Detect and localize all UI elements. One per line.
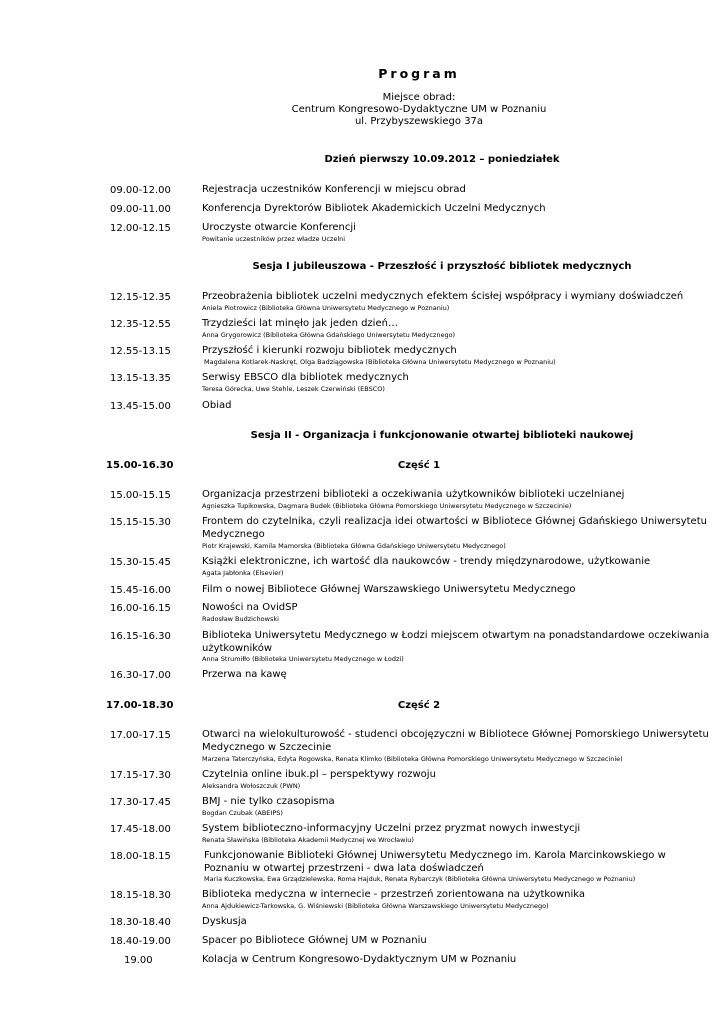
item-time: 18.30-18.40 [110,917,171,928]
session-2-heading: Sesja II - Organizacja i funkcjonowanie otwartej biblioteki naukowej [250,430,634,441]
item-speakers: Marzena Taterczyńska, Edyta Rogowska, Renata Klimko (Biblioteka Główna Pomorskiego Uniwersytetu Medycznego w Szczecinie) [202,755,623,763]
item-time: 15.15-15.30 [110,517,171,528]
item-title: Uroczyste otwarcie Konferencji [202,222,356,233]
item-title-cont: użytkowników [202,643,273,654]
venue-name: Centrum Kongresowo-Dydaktyczne UM w Poznaniu [291,104,547,115]
part-2-label: Część 2 [397,700,441,711]
item-speakers: Aniela Piotrowicz (Biblioteka Główna Uniwersytetu Medycznego w Poznaniu) [202,304,450,312]
item-speakers: Teresa Górecka, Uwe Stehle, Leszek Czerwiński (EBSCO) [202,385,385,393]
item-title: Film o nowej Bibliotece Głównej Warszawskiego Uniwersytetu Medycznego [202,584,576,595]
item-speakers: Powitanie uczestników przez władze Uczelni [202,235,346,243]
item-time: 15.30-15.45 [110,557,171,568]
item-speakers: Piotr Krajewski, Kamila Mamorska (Biblioteka Główna Gdańskiego Uniwersytetu Medycznego) [202,542,506,550]
item-time: 13.45-15.00 [110,401,171,412]
item-time: 12.15-12.35 [110,292,171,303]
item-time: 16.30-17.00 [110,670,171,681]
item-time: 18.00-18.15 [110,851,171,862]
part-2-time: 17.00-18.30 [106,700,174,711]
item-time: 12.00-12.15 [110,223,171,234]
item-title: Obiad [202,400,232,411]
item-title-cont: Poznaniu w otwartej przestrzeni - dwa lata doświadczeń [204,863,484,874]
item-speakers: Aleksandra Wołoszczuk (PWN) [202,782,301,790]
item-speakers: Agata Jabłonka (Elsevier) [202,569,284,577]
item-title: System biblioteczno-informacyjny Uczelni przez pryzmat nowych inwestycji [202,823,581,834]
item-time: 12.35-12.55 [110,319,171,330]
item-title: Kolacja w Centrum Kongresowo-Dydaktycznym UM w Poznaniu [202,954,517,965]
item-title: Rejestracja uczestników Konferencji w miejscu obrad [202,184,466,195]
item-time: 15.00-15.15 [110,490,171,501]
item-time: 16.00-16.15 [110,603,171,614]
part-1-time: 15.00-16.30 [106,460,174,471]
item-time: 09.00-11.00 [110,204,171,215]
item-speakers: Radosław Budzichowski [202,615,279,623]
item-title: Książki elektroniczne, ich wartość dla naukowców - trendy międzynarodowe, użytkowanie [202,556,651,567]
item-title: Dyskusja [202,916,247,927]
item-time: 17.45-18.00 [110,824,171,835]
item-time: 17.15-17.30 [110,770,171,781]
item-title: Funkcjonowanie Biblioteki Głównej Uniwersytetu Medycznego im. Karola Marcinkowskiego w [204,850,666,861]
item-title: Przeobrażenia bibliotek uczelni medycznych efektem ścisłej współpracy i wymiany doświadczeń [202,291,684,302]
item-title: Trzydzieści lat minęło jak jeden dzień… [202,318,398,329]
item-speakers: Agnieszka Tupikowska, Dagmara Budek (Biblioteka Główna Pomorskiego Uniwersytetu Medycznego w Szczecinie) [202,502,572,510]
item-speakers: Anna Strumiłło (Biblioteka Uniwersytetu Medycznego w Łodzi) [202,655,404,663]
item-title: Przerwa na kawę [202,669,287,680]
item-title-cont: Medycznego w Szczecinie [202,742,332,753]
item-time: 16.15-16.30 [110,631,171,642]
item-title: Przyszłość i kierunki rozwoju bibliotek medycznych [202,345,457,356]
item-title: Spacer po Bibliotece Głównej UM w Poznaniu [202,935,427,946]
item-title: Nowości na OvidSP [202,602,298,613]
item-time: 13.15-13.35 [110,373,171,384]
part-1-label: Część 1 [397,460,441,471]
item-speakers: Bogdan Czubak (ABEIPS) [202,809,283,817]
item-speakers: Maria Kuczkowska, Ewa Grządzielewska, Roma Hajduk, Renata Rybarczyk (Biblioteka Główna Uniwersytetu Medycznego w Poznaniu) [204,875,636,883]
venue-address: ul. Przybyszewskiego 37a [354,116,484,127]
item-title: Serwisy EBSCO dla bibliotek medycznych [202,372,409,383]
item-title-cont: Medycznego [202,529,265,540]
item-title: Frontem do czytelnika, czyli realizacja idei otwartości w Bibliotece Głównej Gdańskiego Uniwersytetu [202,516,707,527]
page-title: Program [378,66,460,81]
item-title: BMJ - nie tylko czasopisma [202,796,335,807]
item-speakers: Magdalena Kotlarek-Naskręt, Olga Badziągowska (Biblioteka Główna Uniwersytetu Medycznego w Poznaniu) [204,358,556,366]
item-speakers: Renata Sławińska (Biblioteka Akademii Medycznej we Wrocławiu) [202,836,414,844]
item-time: 18.40-19.00 [110,936,171,947]
item-title: Biblioteka Uniwersytetu Medycznego w Łodzi miejscem otwartym na ponadstandardowe oczekiwania [202,630,710,641]
item-title: Czytelnia online ibuk.pl – perspektywy rozwoju [202,769,436,780]
item-title: Biblioteka medyczna w internecie - przestrzeń zorientowana na użytkownika [202,889,585,900]
item-time: 18.15-18.30 [110,890,171,901]
item-title: Organizacja przestrzeni biblioteki a oczekiwania użytkowników biblioteki uczelnianej [202,489,625,500]
item-time: 15.45-16.00 [110,585,171,596]
item-time: 19.00 [124,955,153,966]
item-time: 17.30-17.45 [110,797,171,808]
day-heading: Dzień pierwszy 10.09.2012 – poniedziałek [324,154,560,165]
item-time: 09.00-12.00 [110,185,171,196]
item-title: Konferencja Dyrektorów Bibliotek Akademickich Uczelni Medycznych [202,203,546,214]
item-time: 12.55-13.15 [110,346,171,357]
item-time: 17.00-17.15 [110,730,171,741]
venue-label: Miejsce obrad: [382,92,456,103]
item-title: Otwarci na wielokulturowość - studenci obcojęzyczni w Bibliotece Głównej Pomorskiego Uniwersytetu [202,729,709,740]
item-speakers: Anna Ajdukiewicz-Tarkowska, G. Wiśniewski (Biblioteka Główna Warszawskiego Uniwersytetu Medycznego) [202,902,549,910]
item-speakers: Anna Grygorowicz (Biblioteka Główna Gdańskiego Uniwersytetu Medycznego) [202,331,456,339]
session-1-heading: Sesja I jubileuszowa - Przeszłość i przyszłość bibliotek medycznych [252,261,632,272]
